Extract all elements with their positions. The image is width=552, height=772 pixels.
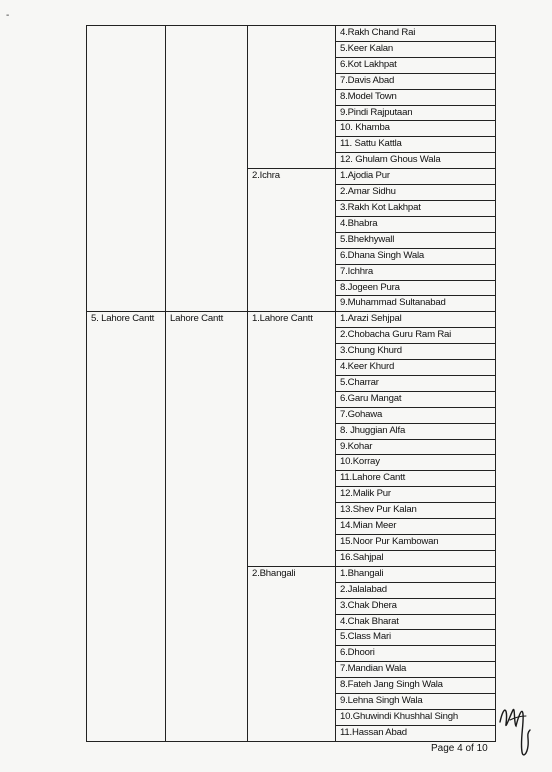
mauza-cell: 8.Model Town <box>336 89 496 105</box>
mauza-cell: 3.Rakh Kot Lakhpat <box>336 200 496 216</box>
mauza-cell: 16.Sahjpal <box>336 550 496 566</box>
mauza-cell: 11. Sattu Kattla <box>336 137 496 153</box>
mauza-cell: 8. Jhuggian Alfa <box>336 423 496 439</box>
mauza-cell: 10.Korray <box>336 455 496 471</box>
mauza-cell: 1.Arazi Sehjpal <box>336 312 496 328</box>
mauza-cell: 1.Ajodia Pur <box>336 169 496 185</box>
mauza-cell: 9.Muhammad Sultanabad <box>336 296 496 312</box>
mauza-cell: 4.Chak Bharat <box>336 614 496 630</box>
mauza-cell: 7.Davis Abad <box>336 73 496 89</box>
qanungo-halqa-cell: 2.Ichra <box>248 169 336 312</box>
mauza-cell: 2.Amar Sidhu <box>336 185 496 201</box>
table-row <box>87 26 496 42</box>
mauza-cell: 5.Keer Kalan <box>336 41 496 57</box>
mauza-cell: 5.Bhekhywall <box>336 232 496 248</box>
mauza-cell: 10. Khamba <box>336 121 496 137</box>
handwritten-signature <box>496 694 536 764</box>
mauza-cell: 4.Keer Khurd <box>336 360 496 376</box>
mauza-cell: 4.Rakh Chand Rai <box>336 26 496 42</box>
tehsil-cell <box>87 26 166 312</box>
tehsil-cell: 5. Lahore Cantt <box>87 312 166 741</box>
mauza-cell: 14.Mian Meer <box>336 519 496 535</box>
mauza-cell: 2.Chobacha Guru Ram Rai <box>336 328 496 344</box>
mauza-cell: 5.Charrar <box>336 375 496 391</box>
mauza-cell: 3.Chung Khurd <box>336 344 496 360</box>
mauza-cell: 11.Hassan Abad <box>336 725 496 741</box>
mauza-cell: 12.Malik Pur <box>336 487 496 503</box>
table-row <box>87 312 496 328</box>
mauza-cell: 6.Dhana Singh Wala <box>336 248 496 264</box>
mauza-cell: 5.Class Mari <box>336 630 496 646</box>
qanungo-halqa-cell <box>248 26 336 169</box>
mauza-cell: 1.Bhangali <box>336 566 496 582</box>
mauza-cell: 9.Pindi Rajputaan <box>336 105 496 121</box>
mauza-cell: 13.Shev Pur Kalan <box>336 503 496 519</box>
mauza-cell: 8.Fateh Jang Singh Wala <box>336 678 496 694</box>
mauza-cell: 12. Ghulam Ghous Wala <box>336 153 496 169</box>
mauza-cell: 3.Chak Dhera <box>336 598 496 614</box>
mauza-cell: 6.Dhoori <box>336 646 496 662</box>
mauza-cell: 9.Kohar <box>336 439 496 455</box>
mauza-cell: 7.Gohawa <box>336 407 496 423</box>
table-body <box>87 26 496 742</box>
mauza-cell: 11.Lahore Cantt <box>336 471 496 487</box>
mauza-cell: 15.Noor Pur Kambowan <box>336 535 496 551</box>
mauza-cell: 4.Bhabra <box>336 216 496 232</box>
circle-cell: Lahore Cantt <box>166 312 248 741</box>
circle-cell <box>166 26 248 312</box>
mauza-cell: 6.Garu Mangat <box>336 391 496 407</box>
qanungo-halqa-cell: 2.Bhangali <box>248 566 336 741</box>
mauza-cell: 7.Ichhra <box>336 264 496 280</box>
qanungo-halqa-cell: 1.Lahore Cantt <box>248 312 336 567</box>
mauza-cell: 8.Jogeen Pura <box>336 280 496 296</box>
mauza-cell: 6.Kot Lakhpat <box>336 57 496 73</box>
mauza-cell: 2.Jalalabad <box>336 582 496 598</box>
mauza-cell: 10.Ghuwindi Khushhal Singh <box>336 709 496 725</box>
margin-mark: - <box>6 10 10 21</box>
revenue-estates-table <box>86 25 496 742</box>
page-number: Page 4 of 10 <box>431 743 488 754</box>
mauza-cell: 7.Mandian Wala <box>336 662 496 678</box>
mauza-cell: 9.Lehna Singh Wala <box>336 694 496 710</box>
